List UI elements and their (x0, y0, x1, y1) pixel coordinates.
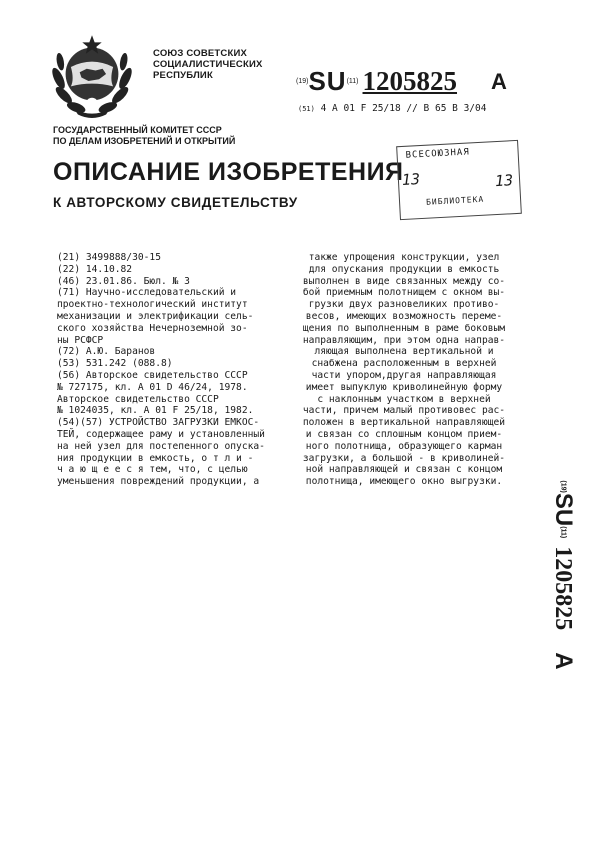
document-subtitle: К АВТОРСКОМУ СВИДЕТЕЛЬСТВУ (53, 195, 298, 210)
text-line: загрузки, а большой - в криволиней- (302, 452, 506, 464)
patent-number: 1205825 (362, 66, 458, 96)
text-line: полотнища, имеющего окно выгрузки. (305, 476, 503, 488)
vertical-kind-code: A (550, 652, 577, 670)
stamp-line: ВСЕСОЮЗНАЯ (405, 147, 471, 161)
text-line: щения по выполненным в раме боковым (302, 322, 506, 334)
document-number (296, 66, 507, 97)
text-line: на ней узел для постепенного опуска- (57, 440, 265, 452)
text-line: также упрощения конструкции, узел (308, 252, 500, 263)
text-line: № 1024035, кл. А 01 F 25/18, 1982. (57, 405, 254, 417)
document-title: ОПИСАНИЕ ИЗОБРЕТЕНИЯ (53, 158, 404, 186)
stamp-number-right: 13 (494, 171, 514, 191)
ipc-classification (298, 103, 486, 114)
text-line: Авторское свидетельство СССР (57, 393, 219, 405)
committee-line: ГОСУДАРСТВЕННЫЙ КОМИТЕТ СССР (53, 125, 222, 135)
country-name-line: СОЦИАЛИСТИЧЕСКИХ (153, 59, 263, 70)
vertical-patent-id (548, 465, 578, 685)
text-line: ТЕЙ, содержащее раму и установленный (57, 428, 265, 440)
text-line: выполнен в виде связанных между со- (302, 275, 506, 287)
text-line: (71) Научно-исследовательский и (57, 287, 237, 299)
text-line: (72) А.Ю. Баранов (57, 346, 156, 358)
text-line: части, причем малый противовес рас- (302, 405, 506, 417)
text-line: (21) 3499888/30-15 (57, 252, 161, 263)
right-column (288, 252, 520, 488)
stamp-number-left: 13 (401, 170, 421, 189)
vertical-country-code: SU (550, 492, 577, 527)
text-line: (22) 14.10.82 (57, 263, 133, 275)
text-line: (54)(57) УСТРОЙСТВО ЗАГРУЗКИ ЕМКОС- (57, 417, 260, 429)
text-line: ного полотнища, образующего карман (305, 440, 503, 452)
committee-name (53, 125, 235, 147)
text-line: грузки двух разновеликих противо- (308, 299, 500, 311)
text-line: (46) 23.01.86. Бюл. № 3 (57, 275, 190, 287)
ipc-value: 4 A 01 F 25/18 // B 65 B 3/04 (320, 103, 487, 114)
text-line: для опускания продукции в емкость (308, 263, 500, 275)
kind-code: A (491, 68, 507, 94)
vertical-patent-number: 1205825 (550, 546, 577, 631)
code-19: (19) (296, 78, 309, 85)
text-line: № 727175, кл. А 01 D 46/24, 1978. (57, 381, 248, 393)
code-11: (11) (346, 78, 359, 85)
text-line: механизации и электрификации сель- (57, 310, 254, 322)
text-line: проектно-технологический институт (57, 299, 248, 311)
left-column (57, 252, 292, 488)
text-line: положен в вертикальной направляющей (302, 417, 506, 429)
text-line: ского хозяйства Нечерноземной зо- (57, 322, 248, 334)
country-name-line: РЕСПУБЛИК (153, 70, 213, 81)
text-line: весов, имеющих возможность переме- (305, 310, 503, 322)
text-line: направляющим, при этом одна направ- (302, 334, 506, 346)
text-line: части упором,другая направляющая (311, 369, 497, 381)
country-code: SU (308, 66, 347, 96)
stamp-line: БИБЛИОТЕКА (425, 194, 485, 207)
text-line: ния продукции в емкость, о т л и - (57, 452, 254, 464)
text-line: ляющая выполнена вертикальной и (314, 346, 494, 358)
text-line: ны РСФСР (57, 334, 104, 346)
text-line: с наклонным участком в верхней (317, 393, 491, 405)
text-line: имеет выпуклую криволинейную форму (305, 381, 503, 393)
text-line: (56) Авторское свидетельство СССР (57, 369, 248, 381)
text-line: и связан со сплошным концом прием- (305, 428, 503, 440)
vertical-code-19: (19) (559, 480, 567, 493)
text-line: (53) 531.242 (088.8) (57, 358, 173, 370)
text-line: бой приемным полотнищем с окном вы- (302, 287, 506, 299)
vertical-code-11: (11) (559, 526, 567, 539)
text-line: ной направляющей и связан с концом (305, 464, 503, 476)
country-name-line: СОЮЗ СОВЕТСКИХ (153, 48, 248, 59)
library-stamp (396, 140, 522, 220)
text-line: ч а ю щ е е с я тем, что, с целью (57, 464, 248, 476)
text-line: снабжена расположенным в верхней (311, 358, 497, 370)
text-line: уменьшения повреждений продукции, а (57, 476, 260, 488)
committee-line: ПО ДЕЛАМ ИЗОБРЕТЕНИЙ И ОТКРЫТИЙ (53, 136, 236, 146)
country-name (153, 48, 263, 81)
ipc-code: (51) (298, 105, 315, 113)
ussr-emblem-icon (48, 30, 136, 118)
